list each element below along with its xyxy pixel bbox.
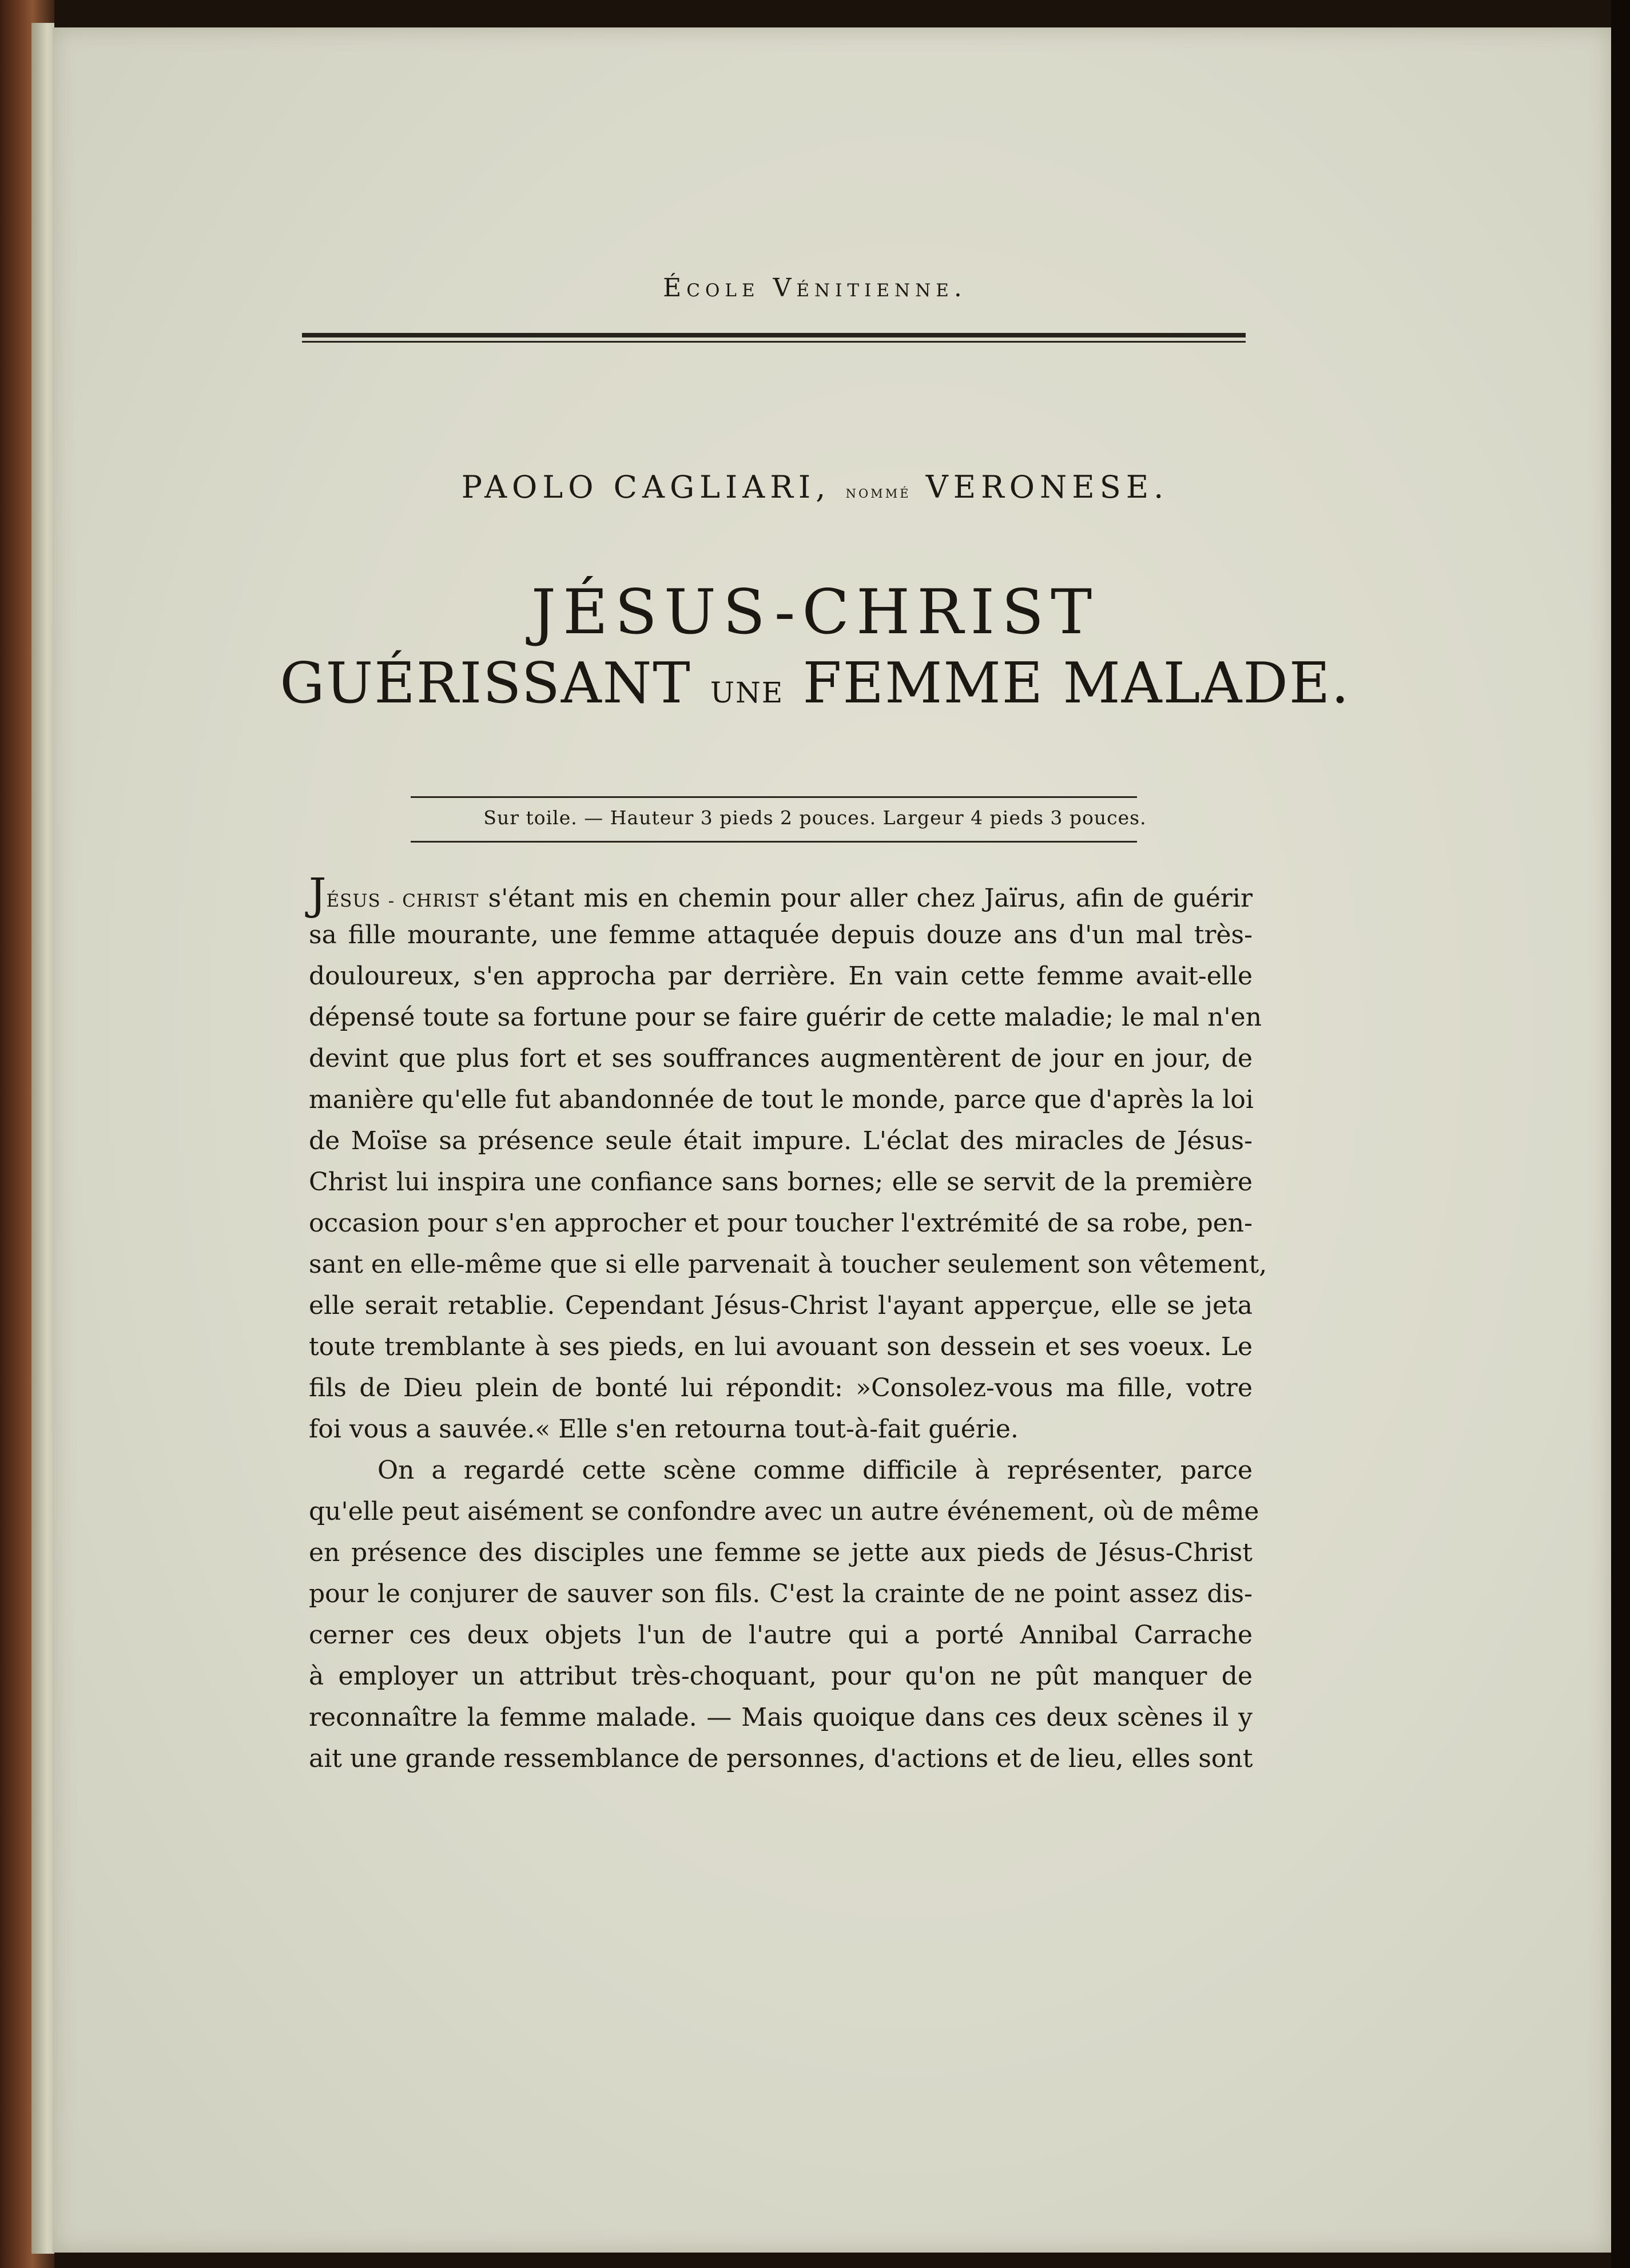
body-line: manière qu'elle fut abandonnée de tout le monde, parce que d'après la loi — [309, 1085, 1254, 1114]
body-line: Christ lui inspira une confiance sans bornes; elle se servit de la première — [309, 1167, 1253, 1197]
header-rule-thick — [302, 333, 1246, 337]
title-line-2 — [0, 651, 1630, 716]
body-line: fils de Dieu plein de bonté lui répondit: »Consolez-vous ma fille, votre — [309, 1373, 1253, 1403]
body-line: en présence des disciples une femme se jette aux pieds de Jésus-Christ — [309, 1538, 1253, 1567]
dimensions-text: Sur toile. — Hauteur 3 pieds 2 pouces. Largeur 4 pieds 3 pouces. — [483, 807, 1147, 829]
body-line: à employer un attribut très-choquant, pour qu'on ne pût manquer de — [309, 1662, 1253, 1691]
header-rule-thin — [302, 341, 1246, 343]
title-femme-malade: FEMME MALADE. — [802, 651, 1350, 716]
body-line: cerner ces deux objets l'un de l'autre qui a porté Annibal Carrache — [309, 1620, 1253, 1650]
school-heading: École Vénitienne. — [663, 273, 967, 303]
artist-nomme: nommé — [845, 482, 911, 502]
artist-alias: VERONESE. — [925, 469, 1169, 505]
body-line: de Moïse sa présence seule était impure. L'éclat des miracles de Jésus- — [309, 1126, 1253, 1155]
body-line-1-rest: s'étant mis en chemin pour aller chez Jaïrus, afin de guérir — [479, 884, 1253, 913]
body-line: pour le conjurer de sauver son fils. C'est la crainte de ne point assez dis- — [309, 1579, 1253, 1608]
artist-name: PAOLO CAGLIARI, — [461, 469, 831, 505]
body-line: foi vous a sauvée.« Elle s'en retourna tout-à-fait guérie. — [309, 1415, 1019, 1444]
body-line: On a regardé cette scène comme difficile à représenter, parce — [377, 1456, 1253, 1485]
title-une: UNE — [710, 676, 784, 709]
body-line: douloureux, s'en approcha par derrière. En vain cette femme avait-elle — [309, 962, 1253, 991]
body-line: toute tremblante à ses pieds, en lui avouant son dessein et ses voeux. Le — [309, 1332, 1253, 1361]
body-line: dépensé toute sa fortune pour se faire guérir de cette maladie; le mal n'en — [309, 1003, 1262, 1032]
body-line: sant en elle-même que si elle parvenait à toucher seulement son vêtement, — [309, 1250, 1267, 1279]
drop-cap: J — [309, 868, 327, 919]
body-line — [309, 868, 1253, 919]
title-line-1: JÉSUS-CHRIST — [531, 577, 1099, 648]
scan-border — [1611, 0, 1630, 2268]
body-line: occasion pour s'en approcher et pour toucher l'extrémité de sa robe, pen- — [309, 1209, 1253, 1238]
body-line: qu'elle peut aisément se confondre avec un autre événement, où de même — [309, 1497, 1259, 1526]
body-line: reconnaître la femme malade. — Mais quoique dans ces deux scènes il y — [309, 1703, 1253, 1732]
dimensions-rule-bottom — [411, 841, 1137, 843]
body-line: sa fille mourante, une femme attaquée depuis douze ans d'un mal très- — [309, 920, 1253, 950]
first-word-smallcaps: ÉSUS - CHRIST — [326, 891, 479, 911]
artist-line — [0, 469, 1630, 505]
body-line: devint que plus fort et ses souffrances augmentèrent de jour en jour, de — [309, 1044, 1253, 1073]
body-line: elle serait retablie. Cependant Jésus-Christ l'ayant apperçue, elle se jeta — [309, 1291, 1253, 1320]
dimensions-rule-top — [411, 796, 1137, 798]
body-line: ait une grande ressemblance de personnes, d'actions et de lieu, elles sont — [309, 1744, 1253, 1773]
title-guerissant: GUÉRISSANT — [280, 651, 691, 716]
previous-page-edge — [31, 23, 54, 2254]
